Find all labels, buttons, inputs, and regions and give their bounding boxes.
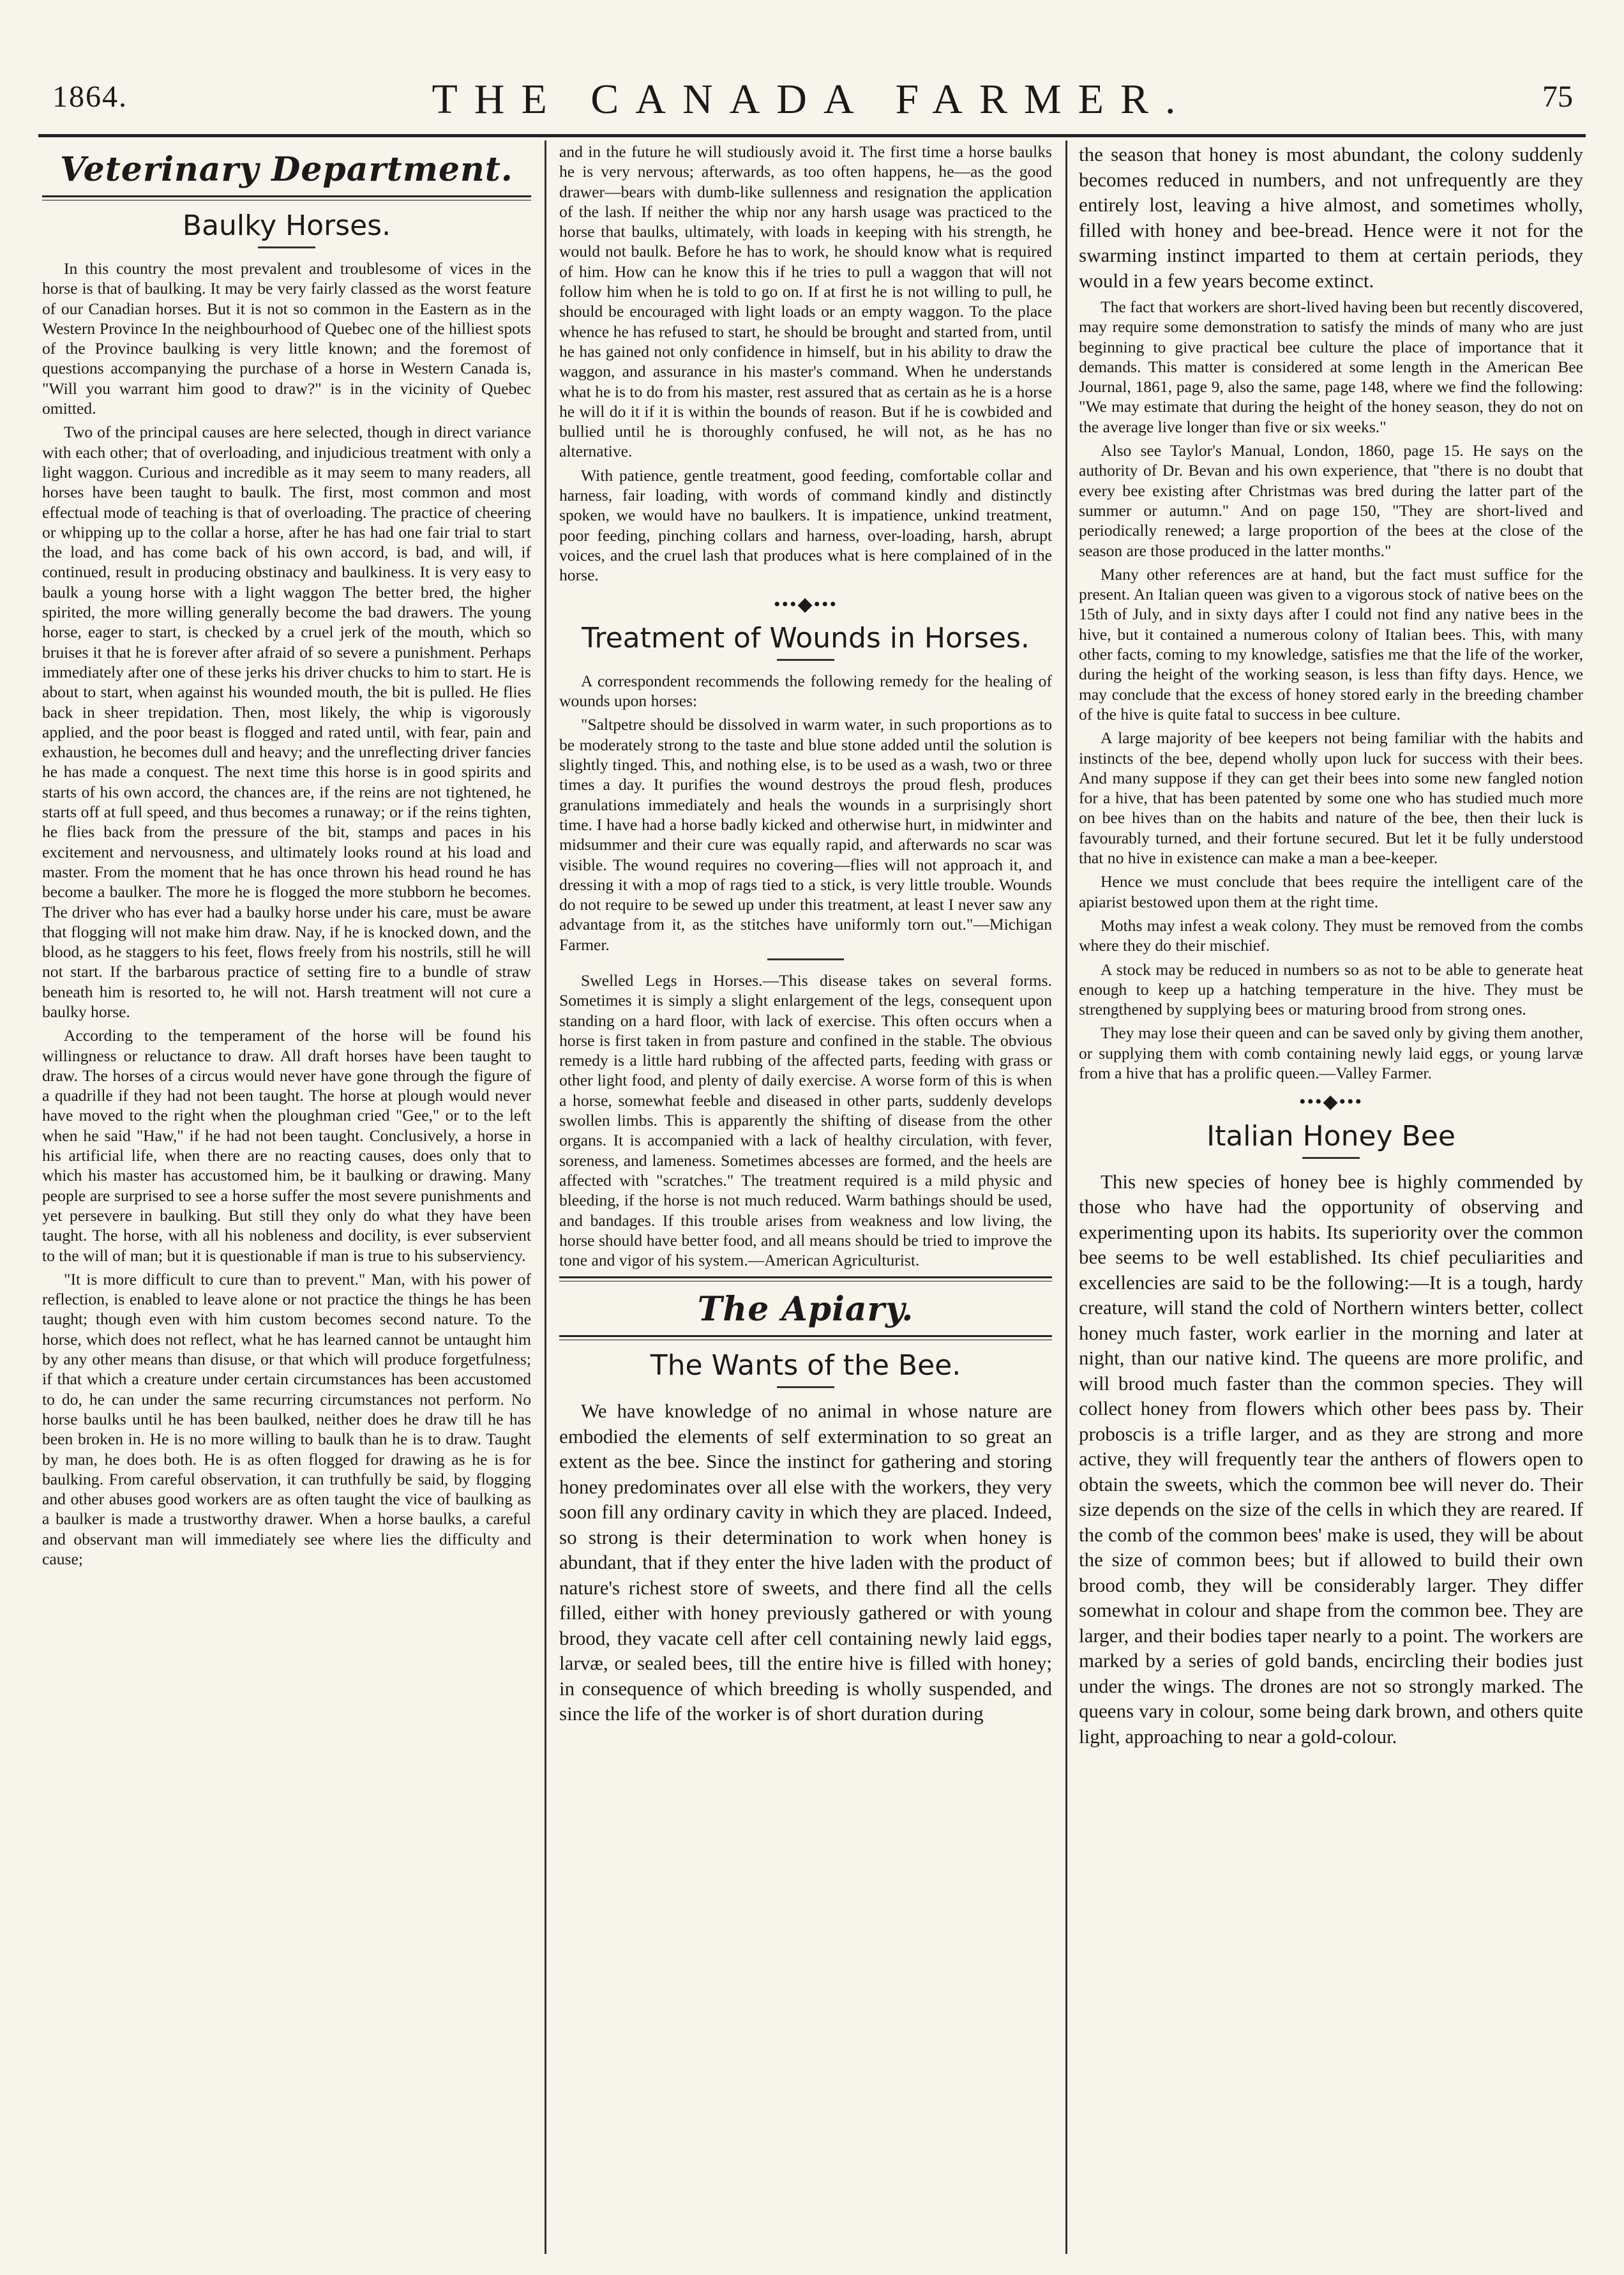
- title-rule: [777, 1386, 834, 1388]
- paragraph: They may lose their queen and can be saved only by giving them another, or supplying them with comb containing newly laid eggs, or young larvæ from a hive that has a prolific queen.—Valley Farmer.: [1079, 1024, 1583, 1082]
- paragraph: A correspondent recommends the following remedy for the healing of wounds upon horses:: [559, 671, 1052, 711]
- department-heading: Veterinary Department.: [60, 150, 513, 189]
- title-rule: [258, 246, 315, 248]
- paragraph: and in the future he will studiously avoid it. The first time a horse baulks he is very nervous; afterwards, as too often happens, he—as the good drawer—bears with dumb-like sullenness and resignation the application of the lash. If neither the whip nor any harsh usage was practiced to the horse that baulks, ultimately, with loads in keeping with his strength, he would not baulk. Before he has to work, he should know what is required of him. How can he know this if he tries to pull a waggon that will not follow him when he is told to go on. If at first he is not willing to pull, he should be encouraged with light loads or an empty waggon. To the place whence he has refused to start, he should be brought and started from, until he has gained not only confidence in himself, but in his ability to draw the waggon, and assurance in his master's command. When he understands what he is to do from his master, rest assured that as certain as he is a horse he will do it if it is within the bounds of reason. But if he is cowbided and bullied until he is thoroughly confused, he will not, as he has no alternative.: [559, 142, 1052, 461]
- newspaper-title: THE CANADA FARMER.: [432, 76, 1192, 123]
- page-number: 75: [1542, 80, 1573, 114]
- article-title: Treatment of Wounds in Horses.: [582, 621, 1030, 654]
- paragraph: Many other references are at hand, but the fact must suffice for the present. An Italian queen was given to a vigorous stock of native bees on the 15th of July, and in sixty days after I could not find any native bees in the hive, but it contained a numerous colony of Italian bees. This, with many other facts, coming to my knowledge, satisfies me that the life of the worker, during the height of the working season, is less than fifty days. Hence, we may conclude that the excess of honey stored early in the breeding chamber of the hive is quite fatal to success in bee culture.: [1079, 564, 1583, 723]
- double-rule: [559, 1276, 1052, 1281]
- paragraph: Two of the principal causes are here selected, though in direct variance with each other; that of overloading, and injudicious treatment with only a light waggon. Curious and incredible as it may seem to many readers, all horses have been taught to baulk. The first, most common and most effectual mode of teaching is that of overloading. The practice of cheering or whipping up to the collar a horse, after he has had one fair trial to start the load, and has come back of his own accord, is bad, and will, if continued, result in producing obstinacy and baulkiness. It is very easy to baulk a young horse with a light waggon The better bred, the higher spirited, the more willing generally become the bad drawers. The young horse, eager to start, is checked by a cruel jerk of the mouth, which so bruises it that he is forever after afraid of so severe a punishment. Perhaps immediately after one of these jerks his driver chucks to him to start. He is about to start, when against his wounded mouth, the bit is pulled. He flies back in sheer trepidation. Then, most likely, the whip is vigorously applied, and the poor beast is flogged and rated until, with fear, pain and exhaustion, he becomes dull and heavy; and the unreflecting driver fancies he has made a conquest. The next time this horse is in good spirits and starts of his own accord, the chances are, if the reins are not tightened, he starts off at full speed, and thus becomes a runaway; or if the reins tighten, he flies back from the pressure of the bit, stamps and paces in his excitement and nervousness, and ultimately looks round at his load and master. From the moment that he has once thrown his head round he has become a baulker. The more he is flogged the more stubborn he becomes. The driver who has ever had a baulky horse under his care, must be aware that flogging will not make him draw. Nay, if he is knocked down, and the blood, as he staggers to his feet, flows freely from his nostrils, still he will not start. If the barbarous practice of setting fire to a bundle of straw beneath him is resorted to, he will not. Harsh treatment will not cure a baulky horse.: [42, 423, 531, 1021]
- article-title: Italian Honey Bee: [1207, 1119, 1455, 1153]
- column-2: [559, 142, 1052, 2255]
- title-rule: [1302, 1157, 1360, 1159]
- paragraph: According to the temperament of the horse will be found his willingness or reluctance to draw. All draft horses have been taught to draw. The horses of a circus would never have gone through the figure of a quadrille if they had not been taught. The horse at plough would never have moved to the right when the ploughman cried "Gee," or to the left when he said "Haw," if he had not been taught. Conclusively, a horse in his artificial life, when there are no reacting causes, does only that to which his master has accustomed him, be it baulking or drawing. Many people are surprised to see a horse suffer the most severe punishments and yet persevere in baulking. But still they only do what they have been taught. The horse, with all his nobleness and docility, is ever subservient to the will of man; but it is questionable if man is true to his subserviency.: [42, 1026, 531, 1265]
- paragraph: Hence we must conclude that bees require the intelligent care of the apiarist bestowed upon them at the right time.: [1079, 872, 1583, 911]
- paragraph: A large majority of bee keepers not being familiar with the habits and instincts of the bee, depend wholly upon luck for success with their bees. And many suppose if they can get their bees into some new fangled notion for a hive, that has been patented by some one who has studied much more on bee hives than on the habits and nature of the bee, then their luck is favourably turned, and their fortune secured. But let it be fully understood that no hive in existence can make a man a bee-keeper.: [1079, 729, 1583, 868]
- double-rule: [42, 195, 531, 200]
- paragraph: Moths may infest a weak colony. They must be removed from the combs where they do their mischief.: [1079, 916, 1583, 955]
- paragraph: A stock may be reduced in numbers so as not to be able to generate heat enough to keep up a hatching temperature in the hive. They must be strengthened by supplying bees or maturing brood from strong ones.: [1079, 960, 1583, 1019]
- column-3: [1079, 142, 1583, 2255]
- paragraph: "Saltpetre should be dissolved in warm water, in such proportions as to be moderately strong to the taste and blue stone added until the solution is slightly tinged. This, and nothing else, is to be used as a wash, two or three times a day. It purifies the wound destroys the proud flesh, produces granulations immediately and heals the wounds in a surprisingly short time. I have had a horse badly kicked and otherwise hurt, in midwinter and midsummer and their cure was equally rapid, and afterwards no scar was visible. The wound requires no covering—flies will not approach it, and dressing it with a mop of rags tied to a stick, is very little trouble. Wounds do not require to be sewed up under this treatment, at least I never saw any advantage from it, as the stitches have uniformly torn out."—Michigan Farmer.: [559, 715, 1052, 954]
- column-1: [42, 142, 531, 2255]
- paragraph: the season that honey is most abundant, the colony suddenly becomes reduced in numbers, and not unfrequently are they entirely lost, leaving a hive almost, and sometimes wholly, filled with honey and bee-bread. Hence were it not for the swarming instinct imparted to them at certain periods, they would in a few years become extinct.: [1079, 143, 1583, 292]
- article-title: The Wants of the Bee.: [650, 1349, 961, 1382]
- paragraph: In this country the most prevalent and troublesome of vices in the horse is that of baulking. It may be very fairly classed as the worst feature of our Canadian horses. But it is not so common in the Eastern as in the Western Province In the neighbourhood of Quebec one of the hilliest spots of the Province baulking is very little known; and the foremost of questions accompanying the purchase of a horse in Western Canada is, "Will you warrant him good to draw?" is in the vicinity of Quebec omitted.: [42, 259, 531, 418]
- title-rule: [777, 659, 834, 661]
- paragraph: We have knowledge of no animal in whose nature are embodied the elements of self extermination to so great an extent as the bee. Since the instinct for gathering and storing honey predominates over all else with the workers, they very soon fill any ordinary cavity in which they are placed. Indeed, so strong is their determination to work when honey is abundant, that if they enter the hive laden with the product of nature's richest store of sweets, and there find all the cells filled, either with honey previously gathered or with young brood, they vacate cell after cell containing newly laid eggs, larvæ, or sealed bees, till the entire hive is filled with honey; in consequence of which breeding is wholly suspended, and since the life of the worker is of short duration during: [559, 1400, 1052, 1725]
- paragraph: Swelled Legs in Horses.—This disease takes on several forms. Sometimes it is simply a slight enlargement of the legs, consequent upon standing on a hard floor, with lack of exercise. This often occurs when a horse is first taken in from pasture and confined in the stable. The obvious remedy is a little hard rubbing of the affected parts, feeding with grass or other light food, and plenty of daily exercise. A worse form of this is when a horse, somewhat feeble and diseased in other parts, suddenly develops swollen limbs. This is apparently the shifting of disease from the other organs. It is accompanied with a lack of healthy circulation, with fever, soreness, and lameness. Sometimes abcesses are formed, and the heels are affected with "scratches." The treatment required is a mild physic and bleeding, if the horse is not much reduced. Warm bathings should be used, and bandages. If this trouble arises from weakness and low living, the horse should have better food, and all means should be tried to improve the tone and vigor of his system.—American Agriculturist.: [559, 971, 1052, 1270]
- column-divider: [545, 140, 546, 2254]
- paragraph: With patience, gentle treatment, good feeding, comfortable collar and harness, fair loading, with words of command kindly and distinctly spoken, we would have no baulkers. It is impatience, unkind treatment, poor feeding, pinching collars and harness, over-loading, harsh, abrupt voices, and the cruel lash that produces what is here complained of in the horse.: [559, 465, 1052, 585]
- paragraph: "It is more difficult to cure than to prevent." Man, with his power of reflection, is enabled to leave alone or not practice the things he has been taught; though even with him custom becomes second nature. To the horse, which does not reflect, what he has learned cannot be untaught him by any other means than disuse, or that which will produce forgetfulness; if that which a creature under certain circumstances has been accustomed to do, he can under the same recurring circumstances not perform. No horse baulks until he has been baulked, neither does he draw till he has been broken in. He is no more willing to baulk than he is to draw. Taught by man, he does both. He is as often flogged for drawing as he is for baulking. From careful observation, it can truthfully be said, by flogging and other abuses good workers are as often taught the vice of baulking as a baulker is made a trustworthy drawer. When a horse baulks, a careful and observant man will immediately see where lies the difficulty and cause;: [42, 1269, 531, 1568]
- masthead-rule: [38, 134, 1586, 137]
- paragraph: The fact that workers are short-lived having been but recently discovered, may require some demonstration to satisfy the minds of many who are just beginning to give practical bee culture the place of importance that it demands. This matter is considered at some length in the American Bee Journal, 1861, page 9, also the same, page 148, where we find the following: "We may estimate that during the height of the honey season, they do not on the average live longer than five or six weeks.": [1079, 298, 1583, 436]
- paragraph: Also see Taylor's Manual, London, 1860, page 15. He says on the authority of Dr. Bevan and his own experience, that "there is no doubt that every bee existing after Christmas was bred during the latter part of the summer or autumn." And on page 150, "They are short-lived and periodically renewed; a large proportion of the bees at the close of the season are those produced in the latter months.": [1079, 441, 1583, 560]
- paragraph: This new species of honey bee is highly commended by those who have had the opportunity of observing and experimenting upon its habits. Its superiority over the common bee seems to be well established. Its chief peculiarities and excellencies are said to be the following:—It is a tough, hardy creature, will stand the cold of Northern winters better, collect honey much faster, work earlier in the morning and later at night, than our native kind. The queens are more prolific, and will brood much faster than the common species. They will collect honey from flowers which other bees pass by. Their proboscis is a trifle larger, and as they are strong and more active, they will frequently tear the anthers of flowers open to obtain the sweets, which the common bee will never do. Their size depends on the size of the cells in which they are reared. If the comb of the common bees' make is used, they will be about the size of common bees; but if allowed to build their own brood comb, they will be considerably larger. They differ somewhat in colour and shape from the common bee. They are larger, and their bodies taper nearly to a point. The workers are marked by a series of gold bands, encircling their bodies just under the wings. The drones are not so strongly marked. The queens vary in colour, some being dark brown, and others quite light, approaching to near a gold-colour.: [1079, 1170, 1583, 1748]
- department-heading: The Apiary.: [697, 1290, 914, 1329]
- masthead: [38, 75, 1586, 133]
- ornament-divider: •••◆•••: [773, 593, 838, 615]
- article-title: Baulky Horses.: [182, 209, 391, 242]
- column-divider: [1065, 140, 1067, 2254]
- ornament-divider: •••◆•••: [1298, 1091, 1364, 1113]
- issue-year: 1864.: [52, 80, 128, 114]
- section-rule: [767, 958, 844, 960]
- double-rule: [559, 1335, 1052, 1340]
